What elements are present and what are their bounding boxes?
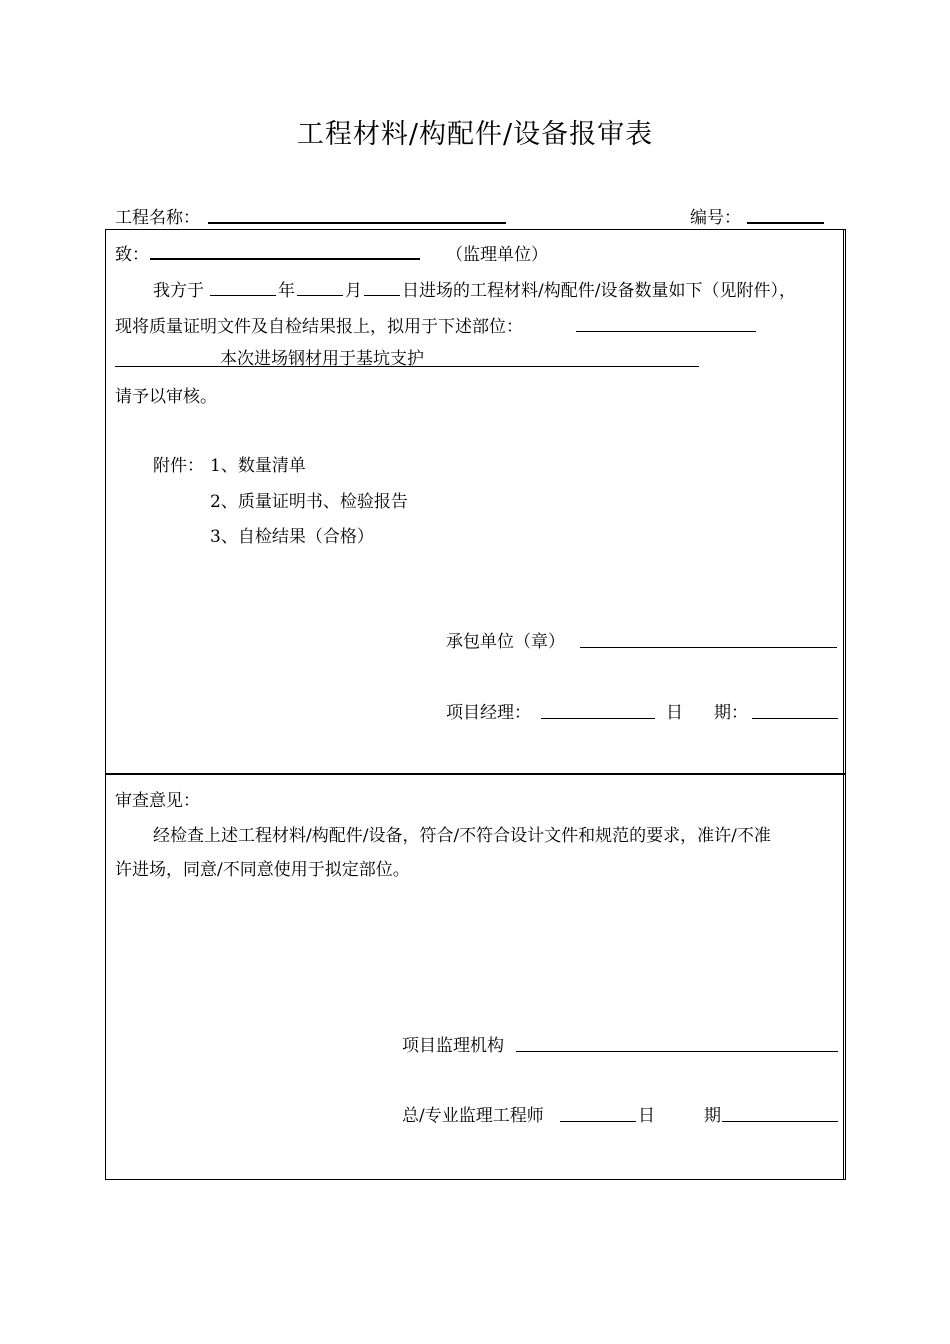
request-text: 请予以审核。 — [115, 387, 217, 407]
section-divider — [105, 773, 846, 775]
location-field-line1[interactable] — [576, 331, 756, 332]
review-date-field[interactable] — [722, 1121, 838, 1122]
year-field[interactable] — [210, 295, 276, 296]
attachment-item: 1、数量清单 — [210, 456, 306, 476]
month-field[interactable] — [297, 295, 343, 296]
to-field[interactable] — [150, 258, 420, 260]
to-label: 致： — [115, 245, 149, 265]
supervision-org-field[interactable] — [516, 1051, 838, 1052]
contractor-field[interactable] — [580, 647, 837, 648]
engineer-field[interactable] — [560, 1121, 636, 1122]
location-value: 本次进场钢材用于基坑支护 — [220, 349, 424, 369]
review-date-label-period: 期 — [704, 1106, 721, 1126]
review-date-label-day: 日 — [638, 1106, 655, 1126]
attachments-label: 附件： — [153, 456, 204, 476]
line2-text: 现将质量证明文件及自检结果报上，拟用于下述部位： — [115, 317, 523, 337]
review-text-line2: 许进场，同意/不同意使用于拟定部位。 — [115, 860, 410, 880]
attachment-item: 3、自检结果（合格） — [210, 527, 374, 547]
day-field[interactable] — [364, 295, 400, 296]
submission-date-field[interactable] — [752, 718, 838, 719]
attachment-item: 2、质量证明书、检验报告 — [210, 492, 408, 512]
intro-suffix: 日进场的工程材料/构配件/设备数量如下（见附件）， — [402, 281, 796, 301]
year-label: 年 — [278, 281, 295, 301]
month-label: 月 — [345, 281, 362, 301]
contractor-label: 承包单位（章） — [446, 632, 565, 652]
supervisor-unit-label: （监理单位） — [446, 245, 548, 265]
engineer-label: 总/专业监理工程师 — [402, 1106, 544, 1126]
date-label-day: 日 — [666, 703, 683, 723]
review-text-line1: 经检查上述工程材料/构配件/设备，符合/不符合设计文件和规范的要求，准许/不准 — [153, 826, 771, 846]
page-title: 工程材料/构配件/设备报审表 — [296, 119, 654, 150]
manager-label: 项目经理： — [446, 703, 531, 723]
supervision-org-label: 项目监理机构 — [402, 1036, 504, 1056]
date-label-period: 期： — [714, 703, 748, 723]
table-border-right — [843, 229, 844, 1180]
project-name-label: 工程名称： — [115, 208, 200, 228]
project-name-field[interactable] — [208, 222, 506, 224]
manager-field[interactable] — [541, 718, 655, 719]
number-label: 编号： — [690, 208, 741, 228]
number-field[interactable] — [747, 222, 824, 224]
review-label: 审查意见： — [115, 791, 200, 811]
intro-prefix: 我方于 — [153, 281, 204, 301]
